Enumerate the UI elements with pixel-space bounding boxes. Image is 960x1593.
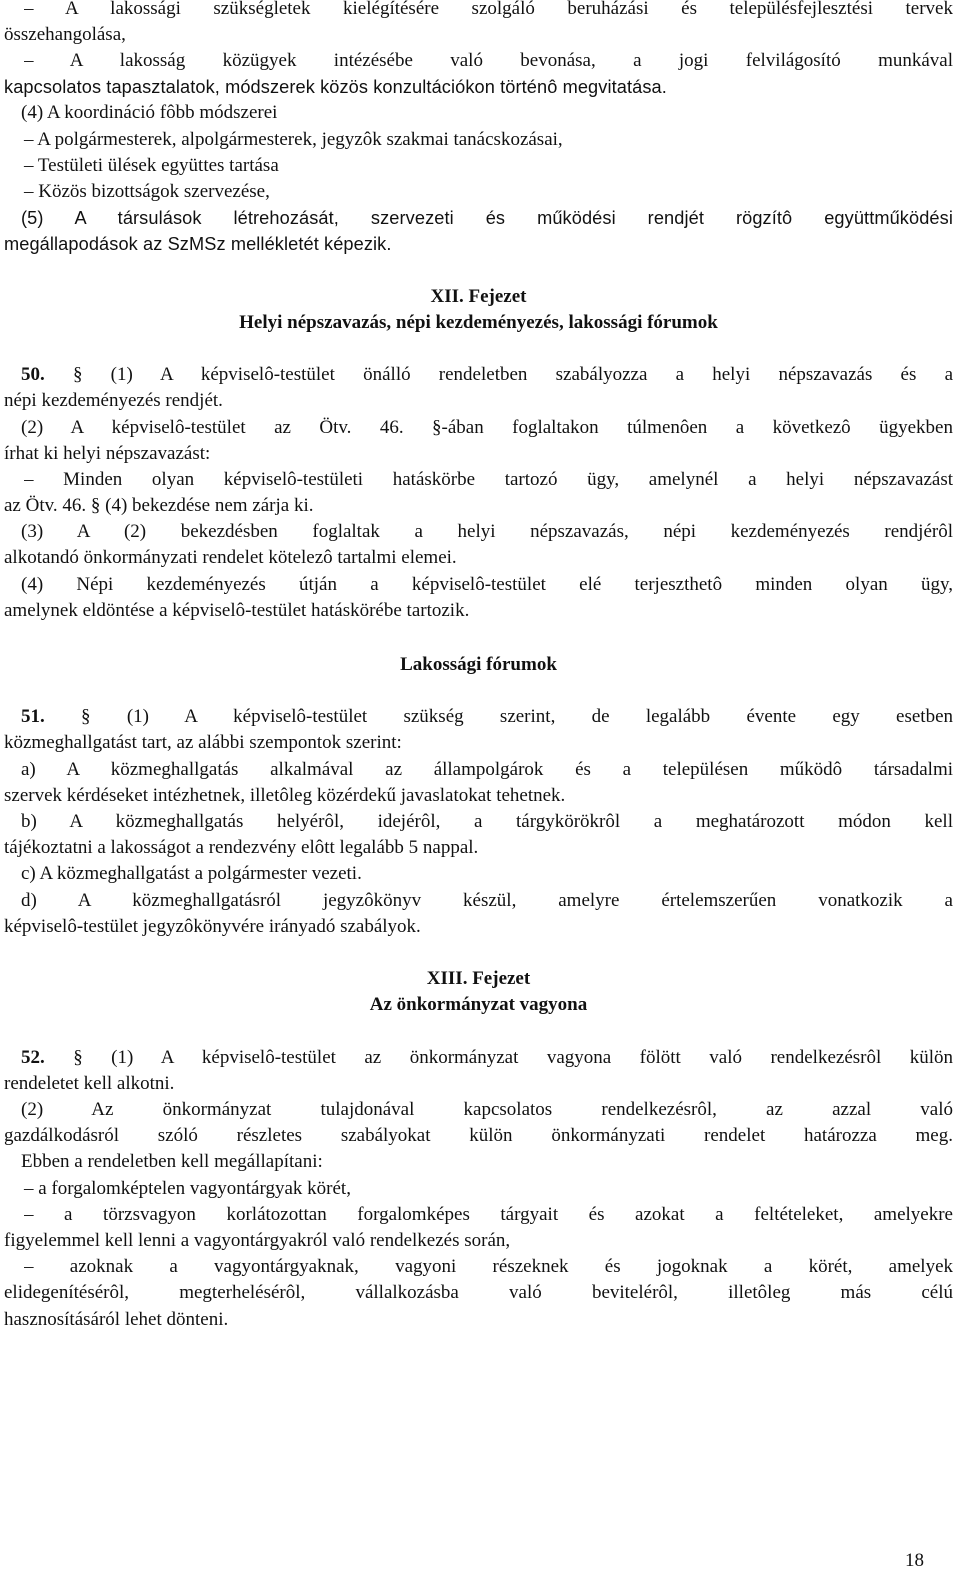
text-line: b) A közmeghallgatás helyérôl, idejérôl, a tárgykörökrôl a meghatározott módon kell <box>21 811 953 832</box>
text-line: az Ötv. 46. § (4) bekezdése nem zárja ki. <box>4 495 314 516</box>
text-line: – Testületi ülések együttes tartása <box>24 155 279 176</box>
text-line: § (1) A képviselô-testület az önkormányzat vagyona fölött való rendelkezésrôl külön <box>73 1047 953 1068</box>
text-line: figyelemmel kell lenni a vagyontárgyakról való rendelkezés során, <box>4 1230 511 1251</box>
text-line: szervek kérdéseket intézhetnek, illetôleg közérdekű javaslatokat tehetnek. <box>4 785 566 806</box>
text-line: közmeghallgatást tart, az alábbi szempontok szerint: <box>4 732 402 753</box>
text-line: (4) A koordináció fôbb módszerei <box>21 102 278 123</box>
text-line: tájékoztatni a lakosságot a rendezvény elôtt legalább 5 nappal. <box>4 837 479 858</box>
text-line: a) A közmeghallgatás alkalmával az állampolgárok és a településen működô társadalmi <box>21 759 953 780</box>
section-50-line <box>21 362 953 388</box>
section-52-line <box>21 1045 953 1071</box>
chapter-heading: XII. Fejezet <box>430 286 527 307</box>
text-line: népi kezdeményezés rendjét. <box>4 390 223 411</box>
text-line: (5) A társulások létrehozását, szervezeti és működési rendjét rögzítô együttműködési <box>21 208 953 228</box>
text-line: – A lakosság közügyek intézésébe való bevonása, a jogi felvilágosító munkával <box>24 50 953 71</box>
chapter-heading: XIII. Fejezet <box>426 968 531 989</box>
text-line: – a forgalomképtelen vagyontárgyak körét, <box>24 1178 351 1199</box>
text-line: (2) A képviselô-testület az Ötv. 46. §-ában foglaltakon túlmenôen a következô ügyekben <box>21 417 953 438</box>
text-line: hasznosításáról lehet dönteni. <box>4 1309 229 1330</box>
text-line: rendeletet kell alkotni. <box>4 1073 175 1094</box>
text-line: § (1) A képviselô-testület önálló rendeletben szabályozza a helyi népszavazás és a <box>72 364 953 385</box>
section-number: 51. <box>21 706 45 727</box>
page-number: 18 <box>905 1550 924 1571</box>
section-number: 52. <box>21 1047 45 1068</box>
text-line: összehangolása, <box>4 24 126 45</box>
text-line: – azoknak a vagyontárgyaknak, vagyoni részeknek és jogoknak a körét, amelyek <box>24 1256 953 1277</box>
text-line: amelynek eldöntése a képviselô-testület hatáskörébe tartozik. <box>4 600 470 621</box>
text-line: (4) Népi kezdeményezés útján a képviselô-testület elé terjeszthetô minden olyan ügy, <box>21 574 953 595</box>
text-line: – A lakossági szükségletek kielégítésére szolgáló beruházási és településfejlesztési tervek <box>24 0 953 19</box>
chapter-title: Az önkormányzat vagyona <box>369 994 588 1015</box>
text-line: – Minden olyan képviselô-testületi hatáskörbe tartozó ügy, amelynél a helyi népszavazást <box>24 469 953 490</box>
section-number: 50. <box>21 364 45 385</box>
text-line: – A polgármesterek, alpolgármesterek, jegyzôk szakmai tanácskozásai, <box>24 129 563 150</box>
subsection-heading: Lakossági fórumok <box>400 654 557 675</box>
section-51-line <box>21 704 953 730</box>
text-line: d) A közmeghallgatásról jegyzôkönyv készül, amelyre értelemszerűen vonatkozik a <box>21 890 953 911</box>
text-line: alkotandó önkormányzati rendelet kötelezô tartalmi elemei. <box>4 547 457 568</box>
text-line: elidegenítésérôl, megterhelésérôl, vállalkozásba való bevitelérôl, illetôleg más célú <box>4 1282 953 1303</box>
text-line: (3) A (2) bekezdésben foglaltak a helyi népszavazás, népi kezdeményezés rendjérôl <box>21 521 953 542</box>
text-line: (2) Az önkormányzat tulajdonával kapcsolatos rendelkezésrôl, az azzal való <box>21 1099 953 1120</box>
text-line: gazdálkodásról szóló részletes szabályokat külön önkormányzati rendelet határozza meg. <box>4 1125 953 1146</box>
chapter-title: Helyi népszavazás, népi kezdeményezés, lakossági fórumok <box>239 312 718 333</box>
text-line: c) A közmeghallgatást a polgármester vezeti. <box>21 863 362 884</box>
text-line: § (1) A képviselô-testület szükség szerint, de legalább évente egy esetben <box>81 706 953 727</box>
text-line: írhat ki helyi népszavazást: <box>4 443 211 464</box>
text-line: – Közös bizottságok szervezése, <box>24 181 270 202</box>
text-line: megállapodások az SzMSz mellékletét képezik. <box>4 234 392 254</box>
text-line: Ebben a rendeletben kell megállapítani: <box>21 1151 323 1172</box>
text-line: képviselô-testület jegyzôkönyvére irányadó szabályok. <box>4 916 421 937</box>
text-line: kapcsolatos tapasztalatok, módszerek közös konzultációkon történô megvitatása. <box>4 77 667 97</box>
text-line: – a törzsvagyon korlátozottan forgalomképes tárgyait és azokat a feltételeket, amelyekre <box>24 1204 953 1225</box>
